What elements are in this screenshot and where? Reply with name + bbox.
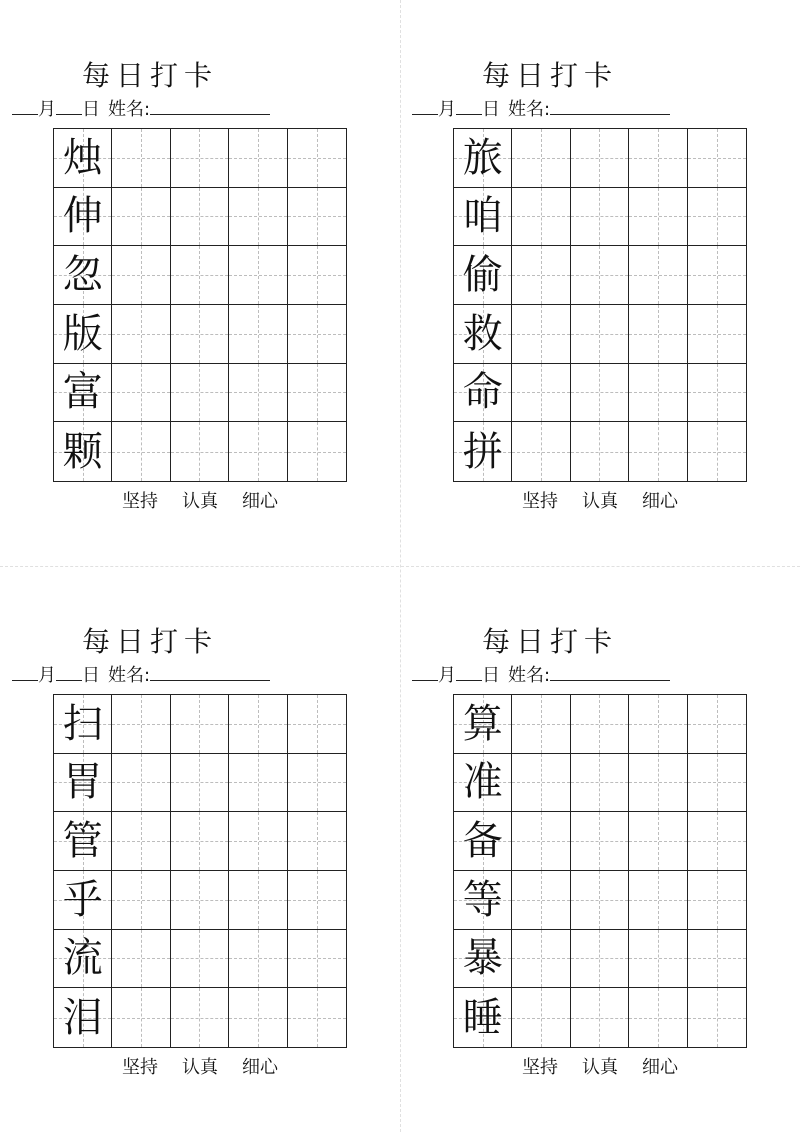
model-character-cell <box>454 754 512 813</box>
model-character-cell <box>454 364 512 423</box>
practice-cell[interactable] <box>688 871 746 930</box>
practice-cell[interactable] <box>629 988 687 1047</box>
practice-cell[interactable] <box>629 422 687 481</box>
practice-cell[interactable] <box>512 246 570 305</box>
model-character: 忽 <box>62 252 103 299</box>
practice-cell[interactable] <box>688 129 746 188</box>
card-title: 每日打卡 <box>481 59 618 92</box>
model-character-cell <box>54 188 112 247</box>
month-label: 月 <box>38 99 56 120</box>
motto-word: 细心 <box>642 1057 678 1078</box>
practice-cell[interactable] <box>229 754 287 813</box>
practice-cell[interactable] <box>512 364 570 423</box>
motto-word: 坚持 <box>522 491 558 512</box>
practice-cell[interactable] <box>288 812 346 871</box>
practice-cell[interactable] <box>229 988 287 1047</box>
practice-cell[interactable] <box>288 930 346 989</box>
motto-line <box>0 1056 400 1080</box>
model-character-cell <box>54 305 112 364</box>
motto-line <box>400 490 800 514</box>
model-character-cell <box>54 422 112 481</box>
practice-cell[interactable] <box>629 754 687 813</box>
month-blank[interactable] <box>12 96 38 115</box>
name-label: 姓名: <box>508 99 551 120</box>
model-character-cell <box>454 695 512 754</box>
practice-cell[interactable] <box>112 364 170 423</box>
practice-cell[interactable] <box>512 988 570 1047</box>
practice-cell[interactable] <box>112 305 170 364</box>
practice-cell[interactable] <box>171 695 229 754</box>
practice-cell[interactable] <box>688 305 746 364</box>
model-character-cell <box>54 246 112 305</box>
motto-word: 细心 <box>242 491 278 512</box>
motto-word: 认真 <box>582 1057 618 1078</box>
practice-cell[interactable] <box>629 930 687 989</box>
month-blank[interactable] <box>412 96 438 115</box>
practice-cell[interactable] <box>171 812 229 871</box>
model-character-cell <box>54 695 112 754</box>
model-character: 算 <box>462 700 503 747</box>
model-character: 胃 <box>62 759 103 806</box>
practice-cell[interactable] <box>112 930 170 989</box>
practice-cell[interactable] <box>571 188 629 247</box>
model-character: 伸 <box>62 193 103 240</box>
practice-cell[interactable] <box>112 754 170 813</box>
model-character: 富 <box>62 369 103 416</box>
month-blank[interactable] <box>412 662 438 681</box>
model-character-cell <box>54 364 112 423</box>
practice-cell[interactable] <box>171 422 229 481</box>
month-blank[interactable] <box>12 662 38 681</box>
practice-cell[interactable] <box>688 812 746 871</box>
motto-word: 认真 <box>182 1057 218 1078</box>
motto-word: 细心 <box>642 491 678 512</box>
motto-word: 坚持 <box>122 1057 158 1078</box>
practice-cell[interactable] <box>688 930 746 989</box>
day-label: 日 <box>482 99 500 120</box>
practice-cell[interactable] <box>229 246 287 305</box>
practice-cell[interactable] <box>688 988 746 1047</box>
practice-cell[interactable] <box>171 754 229 813</box>
date-name-line <box>12 662 302 689</box>
practice-cell[interactable] <box>571 930 629 989</box>
day-blank[interactable] <box>456 662 482 681</box>
practice-cell[interactable] <box>571 129 629 188</box>
model-character: 泪 <box>62 994 103 1041</box>
model-character: 拼 <box>462 428 503 475</box>
practice-cell[interactable] <box>229 129 287 188</box>
practice-cell[interactable] <box>688 246 746 305</box>
practice-cell[interactable] <box>571 364 629 423</box>
practice-cell[interactable] <box>512 930 570 989</box>
model-character: 乎 <box>62 876 103 923</box>
practice-cell[interactable] <box>629 188 687 247</box>
practice-cell[interactable] <box>112 129 170 188</box>
model-character: 偷 <box>462 252 503 299</box>
practice-cell[interactable] <box>512 129 570 188</box>
practice-cell[interactable] <box>629 305 687 364</box>
card-title: 每日打卡 <box>81 625 218 658</box>
practice-cell[interactable] <box>229 812 287 871</box>
model-character-cell <box>54 129 112 188</box>
practice-cell[interactable] <box>571 812 629 871</box>
name-blank[interactable] <box>550 96 670 115</box>
motto-word: 坚持 <box>122 491 158 512</box>
model-character-cell <box>454 871 512 930</box>
date-name-line <box>412 662 702 689</box>
day-label: 日 <box>482 665 500 686</box>
model-character: 备 <box>462 818 503 865</box>
month-label: 月 <box>438 665 456 686</box>
practice-cell[interactable] <box>288 754 346 813</box>
writing-grid <box>453 694 747 1048</box>
date-name-line <box>412 96 702 123</box>
practice-cell[interactable] <box>571 871 629 930</box>
motto-word: 认真 <box>582 491 618 512</box>
model-character: 等 <box>462 876 503 923</box>
practice-cell[interactable] <box>229 871 287 930</box>
model-character-cell <box>454 988 512 1047</box>
model-character: 版 <box>62 310 103 357</box>
practice-cell[interactable] <box>512 754 570 813</box>
date-name-line <box>12 96 302 123</box>
practice-cell[interactable] <box>171 246 229 305</box>
month-label: 月 <box>438 99 456 120</box>
name-label: 姓名: <box>508 665 551 686</box>
practice-cell[interactable] <box>512 871 570 930</box>
practice-cell[interactable] <box>288 188 346 247</box>
name-label: 姓名: <box>108 99 151 120</box>
motto-word: 认真 <box>182 491 218 512</box>
day-label: 日 <box>82 665 100 686</box>
practice-cell[interactable] <box>571 422 629 481</box>
practice-cell[interactable] <box>512 305 570 364</box>
practice-cell[interactable] <box>571 246 629 305</box>
practice-cell[interactable] <box>229 188 287 247</box>
practice-cell[interactable] <box>688 364 746 423</box>
practice-cell[interactable] <box>112 188 170 247</box>
practice-cell[interactable] <box>112 812 170 871</box>
practice-cell[interactable] <box>629 695 687 754</box>
practice-cell[interactable] <box>171 988 229 1047</box>
practice-cell[interactable] <box>571 305 629 364</box>
model-character: 咱 <box>462 193 503 240</box>
model-character-cell <box>454 129 512 188</box>
practice-card <box>400 566 700 1078</box>
month-label: 月 <box>38 665 56 686</box>
model-character: 烛 <box>62 134 103 181</box>
practice-card <box>0 0 300 512</box>
practice-card <box>0 566 300 1078</box>
practice-cell[interactable] <box>171 871 229 930</box>
model-character-cell <box>54 812 112 871</box>
model-character-cell <box>454 422 512 481</box>
model-character-cell <box>454 246 512 305</box>
practice-cell[interactable] <box>629 364 687 423</box>
practice-cell[interactable] <box>229 364 287 423</box>
practice-cell[interactable] <box>288 422 346 481</box>
model-character-cell <box>54 930 112 989</box>
card-title: 每日打卡 <box>81 59 218 92</box>
practice-cell[interactable] <box>171 364 229 423</box>
model-character: 颗 <box>62 428 103 475</box>
name-blank[interactable] <box>150 662 270 681</box>
practice-cell[interactable] <box>112 246 170 305</box>
writing-grid <box>53 694 347 1048</box>
day-label: 日 <box>82 99 100 120</box>
motto-line <box>0 490 400 514</box>
day-blank[interactable] <box>56 662 82 681</box>
practice-cell[interactable] <box>688 422 746 481</box>
model-character: 睡 <box>462 994 503 1041</box>
writing-grid <box>453 128 747 482</box>
practice-cell[interactable] <box>688 695 746 754</box>
practice-cell[interactable] <box>629 871 687 930</box>
model-character-cell <box>54 754 112 813</box>
practice-cell[interactable] <box>688 188 746 247</box>
card-title: 每日打卡 <box>481 625 618 658</box>
practice-cell[interactable] <box>112 871 170 930</box>
practice-cell[interactable] <box>112 695 170 754</box>
motto-word: 细心 <box>242 1057 278 1078</box>
day-blank[interactable] <box>456 96 482 115</box>
model-character-cell <box>454 305 512 364</box>
practice-cell[interactable] <box>229 930 287 989</box>
practice-cell[interactable] <box>171 129 229 188</box>
practice-cell[interactable] <box>512 188 570 247</box>
model-character: 旅 <box>462 134 503 181</box>
practice-cell[interactable] <box>171 188 229 247</box>
practice-cell[interactable] <box>288 246 346 305</box>
name-blank[interactable] <box>150 96 270 115</box>
practice-cell[interactable] <box>288 305 346 364</box>
practice-cell[interactable] <box>229 422 287 481</box>
motto-word: 坚持 <box>522 1057 558 1078</box>
model-character-cell <box>54 988 112 1047</box>
motto-line <box>400 1056 800 1080</box>
practice-cell[interactable] <box>288 129 346 188</box>
practice-card <box>400 0 700 512</box>
practice-cell[interactable] <box>629 129 687 188</box>
practice-cell[interactable] <box>288 988 346 1047</box>
model-character: 暴 <box>462 935 503 982</box>
model-character: 扫 <box>62 700 103 747</box>
model-character-cell <box>54 871 112 930</box>
name-label: 姓名: <box>108 665 151 686</box>
practice-cell[interactable] <box>229 695 287 754</box>
name-blank[interactable] <box>550 662 670 681</box>
practice-cell[interactable] <box>571 695 629 754</box>
model-character: 救 <box>462 310 503 357</box>
practice-cell[interactable] <box>688 754 746 813</box>
practice-cell[interactable] <box>171 305 229 364</box>
practice-cell[interactable] <box>629 812 687 871</box>
practice-cell[interactable] <box>171 930 229 989</box>
model-character-cell <box>454 812 512 871</box>
practice-cell[interactable] <box>629 246 687 305</box>
practice-cell[interactable] <box>288 364 346 423</box>
model-character: 准 <box>462 759 503 806</box>
model-character-cell <box>454 188 512 247</box>
writing-grid <box>53 128 347 482</box>
practice-cell[interactable] <box>112 422 170 481</box>
practice-cell[interactable] <box>512 812 570 871</box>
practice-cell[interactable] <box>229 305 287 364</box>
model-character: 命 <box>462 369 503 416</box>
model-character-cell <box>454 930 512 989</box>
model-character: 流 <box>62 935 103 982</box>
practice-cell[interactable] <box>288 871 346 930</box>
practice-cell[interactable] <box>512 422 570 481</box>
practice-cell[interactable] <box>571 754 629 813</box>
model-character: 管 <box>62 818 103 865</box>
practice-cell[interactable] <box>112 988 170 1047</box>
practice-cell[interactable] <box>512 695 570 754</box>
practice-cell[interactable] <box>288 695 346 754</box>
practice-cell[interactable] <box>571 988 629 1047</box>
day-blank[interactable] <box>56 96 82 115</box>
